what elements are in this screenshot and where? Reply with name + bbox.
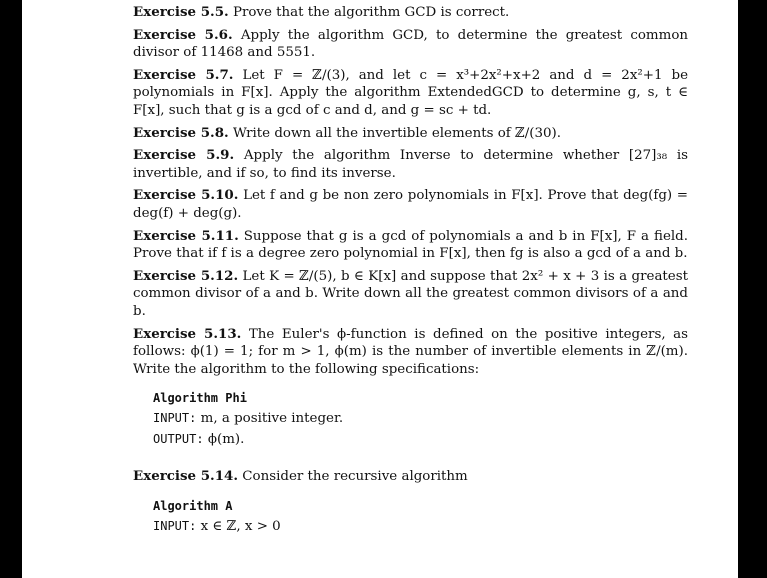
exercise-label: Exercise 5.10.: [133, 187, 239, 204]
exercise-text: The Euler's ϕ-function is defined on the positive integers, as follows: ϕ(1) = 1; for m > 1, ϕ(m) is the number of invertible elements in ℤ/(m). Write the algorithm to the following specifications:: [133, 326, 688, 377]
input-label: INPUT:: [153, 518, 197, 533]
exercise-5-12: [133, 268, 688, 321]
input-text: x ∈ ℤ, x > 0: [200, 518, 281, 534]
exercise-5-9: [133, 147, 688, 182]
exercise-text: Let F = ℤ/(3), and let c = x³+2x²+x+2 and d = 2x²+1 be polynomials in F[x]. Apply the algorithm ExtendedGCD to determine g, s, t ∈ F[x], such that g is a gcd of c and d, and g = sc + td.: [133, 67, 688, 118]
algorithm-name: Algorithm A: [153, 498, 233, 513]
exercise-5-7: [133, 67, 688, 120]
exercise-5-13: [133, 326, 688, 379]
exercise-label: Exercise 5.7.: [133, 66, 234, 83]
exercise-5-14: [133, 468, 688, 486]
exercise-label: Exercise 5.9.: [133, 147, 235, 164]
algorithm-input: [153, 516, 688, 537]
spacer: [133, 450, 688, 468]
algorithm-input: [153, 408, 688, 429]
exercise-label: Exercise 5.11.: [133, 227, 239, 244]
input-label: INPUT:: [153, 411, 197, 426]
exercise-5-6: [133, 27, 688, 62]
exercise-text: Consider the recursive algorithm: [242, 469, 468, 485]
exercise-text: Apply the algorithm GCD, to determine the greatest common divisor of 11468 and 5551.: [133, 27, 689, 61]
algorithm-a: [153, 496, 688, 537]
exercise-label: Exercise 5.8.: [133, 124, 229, 141]
input-text: m, a positive integer.: [200, 411, 344, 427]
algorithm-name: Algorithm Phi: [153, 391, 247, 406]
algorithm-phi: [153, 388, 688, 450]
exercise-label: Exercise 5.13.: [133, 325, 242, 342]
exercise-5-8: [133, 125, 688, 143]
algorithm-output: [153, 429, 688, 450]
exercise-label: Exercise 5.12.: [133, 267, 239, 284]
exercise-5-10: [133, 187, 688, 222]
exercise-5-11: [133, 228, 688, 263]
output-text: ϕ(m).: [207, 432, 245, 448]
exercise-text: Suppose that g is a gcd of polynomials a and b in F[x], F a field. Prove that if f is a degree zero polynomial in F[x], then fg is also a gcd of a and b.: [133, 228, 688, 262]
exercise-list: [133, 4, 688, 537]
exercise-text: Write down all the invertible elements of ℤ/(30).: [232, 125, 562, 141]
exercise-text: Apply the algorithm Inverse to determine whether [27]₃₈ is invertible, and if so, to find its inverse.: [133, 148, 688, 181]
document-page: [22, 0, 738, 578]
exercise-label: Exercise 5.14.: [133, 468, 239, 485]
exercise-label: Exercise 5.5.: [133, 4, 229, 20]
exercise-text: Let K = ℤ/(5), b ∈ K[x] and suppose that 2x² + x + 3 is a greatest common divisor of a and b. Write down all the greatest common divisors of a and b.: [133, 268, 688, 319]
exercise-text: Let f and g be non zero polynomials in F[x]. Prove that deg(fg) = deg(f) + deg(g).: [133, 188, 688, 221]
exercise-5-5: [133, 4, 688, 22]
exercise-text: Prove that the algorithm GCD is correct.: [232, 5, 510, 20]
output-label: OUTPUT:: [153, 432, 204, 447]
exercise-label: Exercise 5.6.: [133, 26, 233, 43]
